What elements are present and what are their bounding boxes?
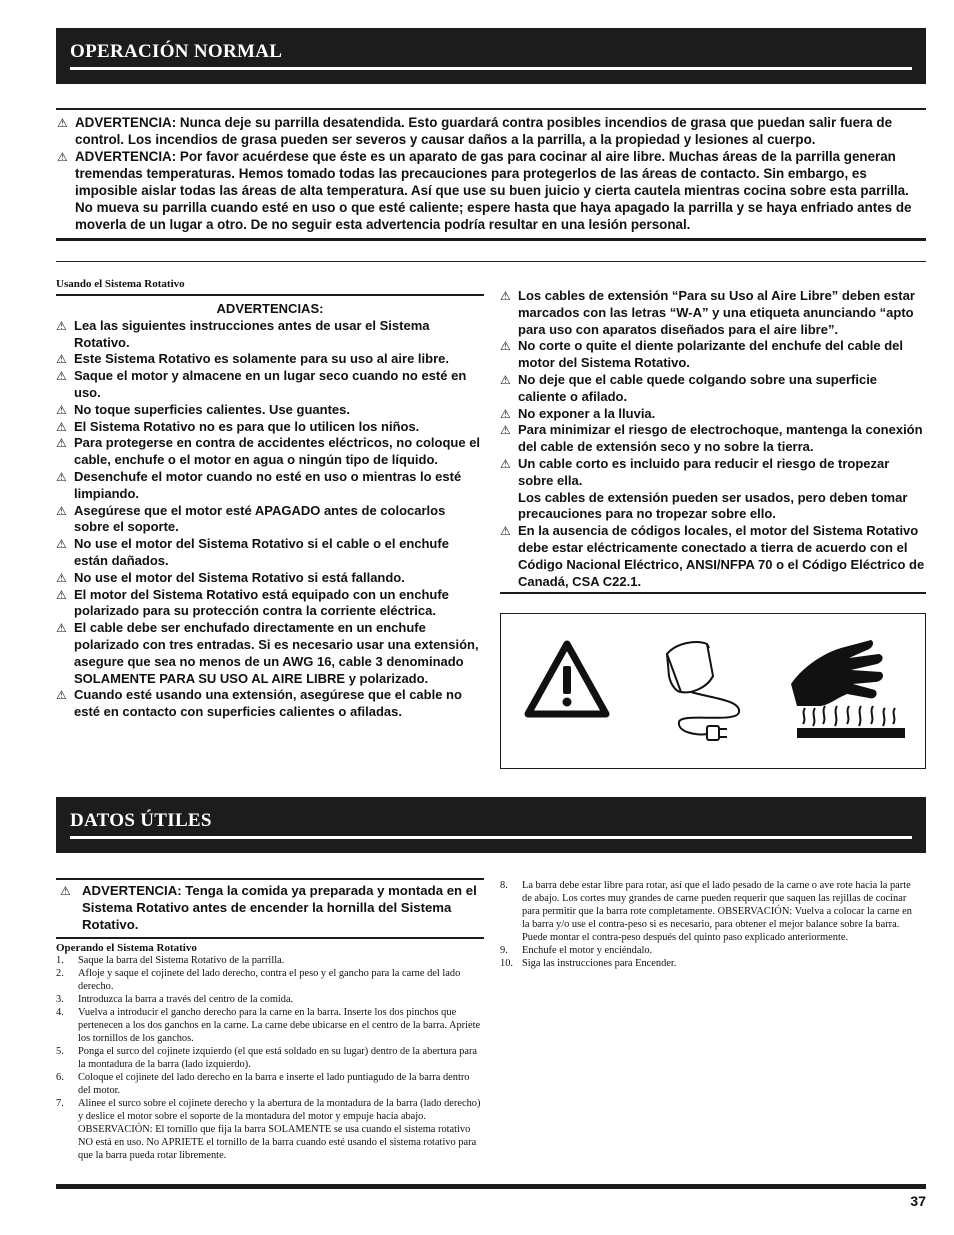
list-item: ⚠ El cable debe ser enchufado directamente en un enchufe polarizado con tres entradas. Si es necesario usar una extensión, asegure que sea no menos de un AWG 16, cable 3 denominado SOLAMENTE PARA SU USO AL AIRE LIBRE y polarizado. [56,620,479,686]
warning-triangle-icon: ⚠ [56,318,67,333]
warning-triangle-icon: ⚠ [56,369,67,384]
list-item: ⚠ Para protegerse en contra de accidentes eléctricos, no coloque el cable, enchufe o el motor en agua o ningún tipo de líquido. [56,435,481,468]
rotisserie-warning-list [56,301,484,721]
section-title: DATOS ÚTILES [70,810,212,831]
list-item: 5. Ponga el surco del cojinete izquierdo (el que está soldado en su lugar) dentro de la abertura para la montadura de la barra (lado izquierdo). [56,1046,478,1071]
divider [56,261,926,262]
warning-triangle-icon: ⚠ [56,621,67,636]
header-rule [70,67,912,70]
hot-surface-hand-icon [791,640,905,738]
list-item-continuation: Los cables de extensión pueden ser usados, pero deben tomar precauciones para no tropezar sobre ello. [518,489,908,522]
footer-rule [56,1184,926,1189]
warning-item: ⚠ ADVERTENCIA: Por favor acuérdese que éste es un aparato de gas para cocinar al aire libre. Muchas áreas de la parrilla generan tremendas temperaturas. Hemos tomado todas las precauciones para protegerlos de las áreas de contacto. Sin embargo, es imposible aislar todas las áreas de alta temperatura. Así que use su buen juicio y cierta cautela mientras cocina sobre esta parrilla. No mueva su parrilla cuando esté en uso o que esté caliente; espere hasta que haya apagado la parrilla y se haya enfriado antes de moverla de un lugar a otro. De no seguir esta advertencia podría resultar en una lesión personal. [57,149,912,232]
list-item: ⚠ No use el motor del Sistema Rotativo si el cable o el enchufe están dañados. [56,536,449,568]
header-rule [70,836,912,839]
datos-left-column [56,878,484,1162]
warning-triangle-icon: ⚠ [56,537,67,552]
divider [56,108,926,110]
warning-triangle-icon: ⚠ [56,587,67,602]
page-number: 37 [910,1193,926,1209]
list-item: ⚠ Los cables de extensión “Para su Uso al Aire Libre” deben estar marcados con las letras “W-A” y una etiqueta anunciando “apto para uso con aparatos diseñados para el aire libre”. [500,288,915,337]
steps-list [56,954,484,1162]
rotisserie-warning-list-2 [500,288,926,590]
divider [56,878,484,880]
list-item: 7. Alinee el surco sobre el cojinete derecho y la abertura de la montadura de la barra (lado derecho) y deslice el motor sobre el soporte de la montadura del motor y empuje hacia abajo. OBSERVACIÓN: El tornillo que fija la barra SOLAMENTE se usa cuando el sistema rotativo NO está en uso. No APRIETE el tornillo de la barra cuando esté usando el sistema rotativo para que la barra pueda rotar libremente. [56,1098,481,1162]
list-item: ⚠ Cuando esté usando una extensión, asegúrese que el cable no esté en contacto con superficies calientes o afiladas. [56,687,462,720]
steps-list [500,879,920,970]
power-cord-icon [667,642,739,740]
warning-triangle-icon: ⚠ [56,419,67,434]
list-item: ⚠ Un cable corto es incluido para reducir el riesgo de tropezar sobre ella. [500,455,890,488]
list-item: 6. Coloque el cojinete del lado derecho en la barra e inserte el lado puntiagudo de la barra dentro del motor. [56,1072,470,1097]
list-item: 1. Saque la barra del Sistema Rotativo de la parrilla. [56,955,285,967]
warning-triangle-icon: ⚠ [500,372,511,387]
warning-triangle-icon: ⚠ [60,884,71,898]
rotisserie-right-column [500,288,926,590]
subheading: Operando el Sistema Rotativo [56,942,197,955]
list-item: ⚠ No corte o quite el diente polarizante del enchufe del cable del motor del Sistema Rotativo. [500,338,904,371]
list-item: ⚠ No exponer a la lluvia. [500,405,656,421]
list-item: ⚠ Asegúrese que el motor esté APAGADO antes de colocarlos sobre el soporte. [56,502,446,535]
section-header-datos [56,797,926,853]
subheading-rule [56,294,484,296]
warning-triangle-icon: ⚠ [56,352,67,367]
rotisserie-left-column [56,278,484,721]
warning-triangle-icon: ⚠ [57,116,68,130]
list-item: ⚠ Este Sistema Rotativo es solamente para su uso al aire libre. [56,351,449,367]
list-item: ⚠ No deje que el cable quede colgando sobre una superficie caliente o afilado. [500,371,878,404]
section-title: OPERACIÓN NORMAL [70,41,283,62]
list-item: ⚠ Desenchufe el motor cuando no esté en uso o mientras lo esté limpiando. [56,468,462,501]
list-item: ⚠ Para minimizar el riesgo de electrochoque, mantenga la conexión del cable de extensión seco y no sobre la tierra. [500,422,923,455]
warning-triangle-icon: ⚠ [56,402,67,417]
list-item: ⚠ El motor del Sistema Rotativo está equipado con un enchufe polarizado para su protección contra la corriente eléctrica. [56,586,449,619]
warning-triangle-icon: ⚠ [56,570,67,585]
warning-triangle-icon: ⚠ [56,469,67,484]
warning-item: ⚠ ADVERTENCIA: Nunca deje su parrilla desatendida. Esto guardará contra posibles incendios de grasa que puedan salir fuera de control. Los incendios de grasa pueden ser severos y causar daños a la parrilla, a la propiedad y lesiones al cuerpo. [57,115,893,147]
safety-pictograms [500,613,926,769]
warning-triangle-icon: ⚠ [56,688,67,703]
warning-triangle-icon: ⚠ [500,456,511,471]
divider [500,592,926,594]
warning-triangle-icon: ⚠ [500,406,511,421]
list-item: ⚠ En la ausencia de códigos locales, el motor del Sistema Rotativo debe estar eléctricamente conectado a tierra de acuerdo con el Código Nacional Eléctrico, ANSI/NFPA 70 o el Código Eléctrico de Canadá, CSA C22.1. [500,523,925,589]
list-item: 10. Siga las instrucciones para Encender. [500,958,677,969]
list-item: 2. Afloje y saque el cojinete del lado derecho, contra el peso y el gancho para la carne del lado derecho. [56,968,461,993]
list-item: ⚠ Saque el motor y almacene en un lugar seco cuando no esté en uso. [56,368,467,400]
list-item: ⚠ No use el motor del Sistema Rotativo si está fallando. [56,569,405,585]
pictogram-svg [501,614,925,768]
warning-triangle-icon [528,644,606,714]
list-item: ⚠ Lea las siguientes instrucciones antes de usar el Sistema Rotativo. [56,317,430,350]
datos-warning: ⚠ ADVERTENCIA: Tenga la comida ya preparada y montada en el Sistema Rotativo antes de encender la hornilla del Sistema Rotativo. [56,883,484,933]
list-item: ⚠ El Sistema Rotativo no es para que lo utilicen los niños. [56,418,420,434]
warning-triangle-icon: ⚠ [57,150,68,164]
top-warnings [56,114,928,233]
warnings-title: ADVERTENCIAS: [216,301,324,316]
divider [56,238,926,241]
warning-triangle-icon: ⚠ [56,436,67,451]
section-header-operacion [56,28,926,84]
warning-triangle-icon: ⚠ [500,524,511,539]
warning-triangle-icon: ⚠ [56,503,67,518]
list-item: 8. La barra debe estar libre para rotar, así que el lado pesado de la carne o ave rote hacia la parte de abajo. Los cortes muy grandes de carne pueden requerir que saquen las rejillas de cocinar para permitir que la barra rote completamente. OBSERVACIÓN: Vuelva a colocar la carne en la barra y/o use el contra-peso si es necesario, para obtener el mejor balance sobre la barra. Puede montar el contra-peso después del quinto paso explicado anteriormente. [500,880,912,943]
warning-triangle-icon: ⚠ [500,423,511,438]
divider [56,937,484,939]
list-item: 4. Vuelva a introducir el gancho derecho para la carne en la barra. Inserte los dos pinchos que pertenecen a los dos ganchos en la carne. La carne debe ubicarse en el centro de la barra. Apriete los tornillos de los ganchos. [56,1007,481,1045]
warning-triangle-icon: ⚠ [500,289,511,303]
list-item: 3. Introduzca la barra a través del centro de la comida. [56,994,294,1006]
warning-triangle-icon: ⚠ [500,339,511,354]
datos-right-column [500,879,920,970]
subheading: Usando el Sistema Rotativo [56,278,185,290]
list-item: 9. Enchufe el motor y enciéndalo. [500,945,653,956]
list-item: ⚠ No toque superficies calientes. Use guantes. [56,401,350,417]
